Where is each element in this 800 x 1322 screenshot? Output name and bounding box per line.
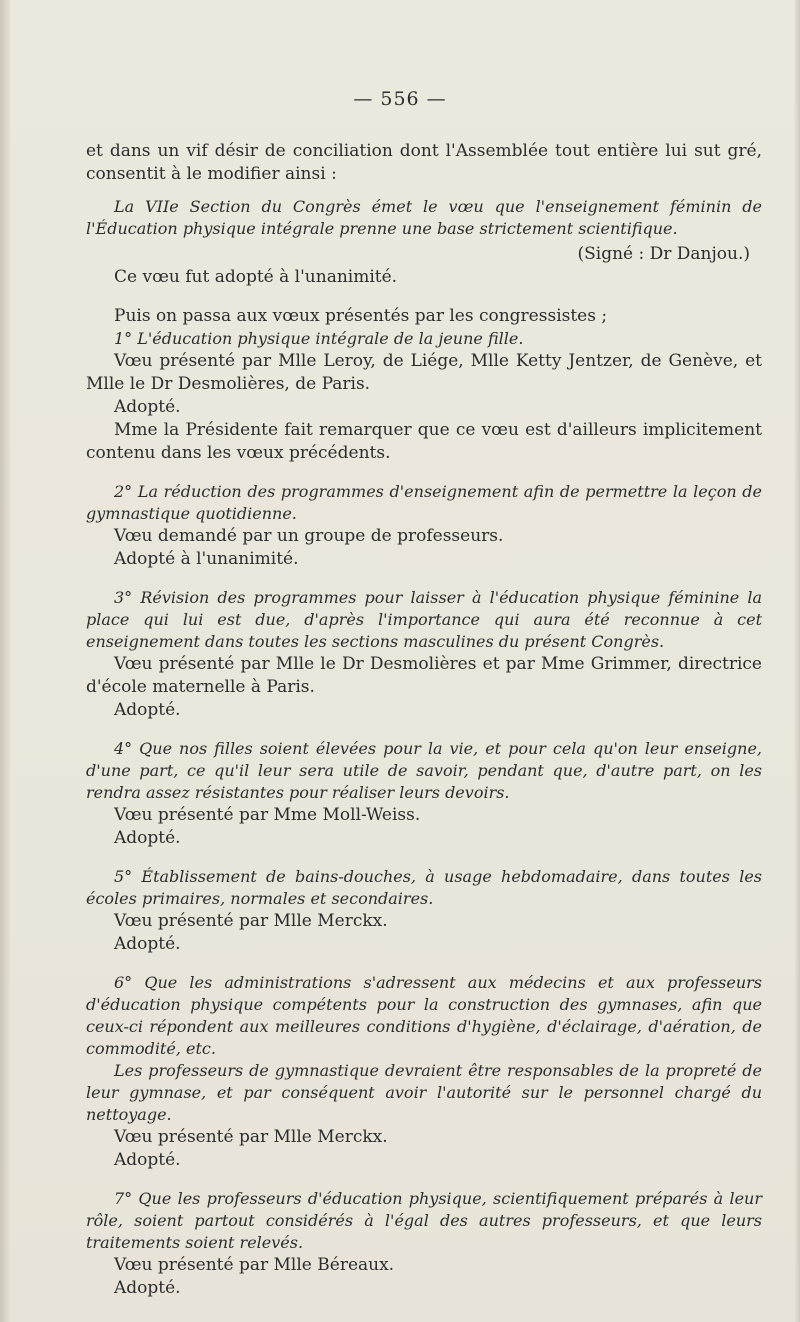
paragraph-v7-presente: Vœu présenté par Mlle Béreaux. (114, 1255, 395, 1275)
paragraph-v5-adopte: Adopté. (114, 934, 181, 954)
paragraph-v1-remarque: Mme la Présidente fait remarquer que ce vœu est d'ailleurs implicitement contenu dans les vœux précédents. (86, 420, 762, 463)
paragraph-v4-adopte: Adopté. (114, 828, 181, 848)
paragraph-v1-presente: Vœu présenté par Mlle Leroy, de Liége, Mlle Ketty Jentzer, de Genève, et Mlle le Dr Desmolières, de Paris. (86, 351, 762, 394)
paragraph-v5-presente: Vœu présenté par Mlle Merckx. (114, 911, 388, 931)
paragraph-v4-presente: Vœu présenté par Mme Moll-Weiss. (114, 805, 421, 825)
paragraph-v2-demande: Vœu demandé par un groupe de professeurs. (114, 526, 504, 546)
paragraph-adopte-unanimite-1: Ce vœu fut adopté à l'unanimité. (114, 267, 398, 287)
page-edge-right (794, 0, 800, 1322)
page-number: — 556 — (353, 88, 447, 110)
paragraph-v6-adopte: Adopté. (114, 1150, 181, 1170)
paragraph-v6-suite: Les professeurs de gymnastique devraient être responsables de la propreté de leur gymnase, et par conséquent avoir l'autorité sur le personnel chargé du nettoyage. (86, 1061, 762, 1124)
paragraph-signe: (Signé : Dr Danjou.) (577, 244, 750, 264)
paragraph-v6-title: 6° Que les administrations s'adressent aux médecins et aux professeurs d'éducation physique compétents pour la construction des gymnases, afin que ceux-ci répondent aux meilleures conditions d'hygiène, d'éclairage, d'aération, de commodité, etc. (86, 973, 762, 1058)
paragraph-v7-adopte: Adopté. (114, 1278, 181, 1298)
paragraph-v7-title: 7° Que les professeurs d'éducation physique, scientifiquement préparés à leur rôle, soient partout considérés à l'égal des autres professeurs, et que leurs traitements soient relevés. (86, 1189, 762, 1252)
paragraph-v6-presente: Vœu présenté par Mlle Merckx. (114, 1127, 388, 1147)
paragraph-v5-title: 5° Établissement de bains-douches, à usage hebdomadaire, dans toutes les écoles primaires, normales et secondaires. (86, 867, 762, 908)
paragraph-v1-adopte: Adopté. (114, 397, 181, 417)
paragraph-v2-adopte: Adopté à l'unanimité. (114, 549, 299, 569)
paragraph-v3-presente: Vœu présenté par Mlle le Dr Desmolières et par Mme Grimmer, directrice d'école maternelle à Paris. (86, 654, 762, 697)
paragraph-v4-title: 4° Que nos filles soient élevées pour la vie, et pour cela qu'on leur enseigne, d'une part, ce qu'il leur sera utile de savoir, pendant que, d'autre part, on les rendra assez résistantes pour réaliser leurs devoirs. (86, 739, 762, 802)
paragraph-v3-adopte: Adopté. (114, 700, 181, 720)
paragraph-intro: et dans un vif désir de conciliation dont l'Assemblée tout entière lui sut gré, consentit à le modifier ainsi : (86, 141, 762, 184)
paragraph-v2-title: 2° La réduction des programmes d'enseignement afin de permettre la leçon de gymnastique quotidienne. (86, 482, 762, 523)
page-edge-left (0, 0, 10, 1322)
page-body (86, 140, 762, 1300)
paragraph-voeu-section: La VIIe Section du Congrès émet le vœu que l'enseignement féminin de l'Éducation physique intégrale prenne une base strictement scientifique. (86, 197, 762, 238)
paragraph-v3-title: 3° Révision des programmes pour laisser à l'éducation physique féminine la place qui lui est due, d'après l'importance qui aura été reconnue à cet enseignement dans toutes les sections masculines du présent Congrès. (86, 588, 762, 651)
paragraph-puis: Puis on passa aux vœux présentés par les congressistes ; (114, 306, 608, 326)
paragraph-v1-title: 1° L'éducation physique intégrale de la jeune fille. (114, 329, 524, 348)
